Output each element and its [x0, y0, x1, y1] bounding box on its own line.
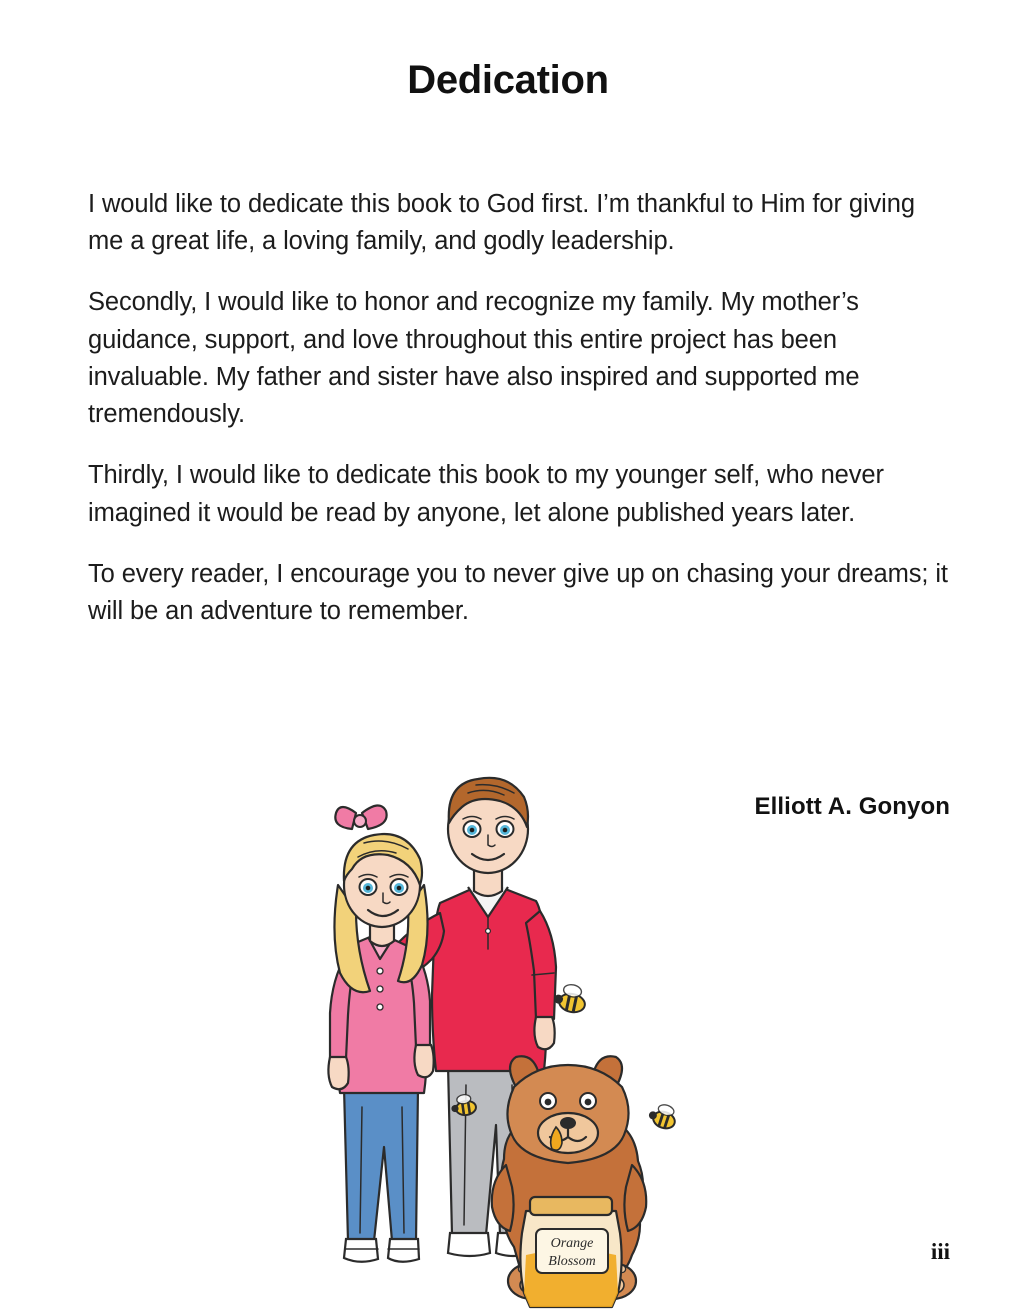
page-number: iii	[930, 1239, 950, 1264]
paragraph: I would like to dedicate this book to God first. I’m thankful to Him for giving me a great life, a loving family, and godly leadership.	[88, 190, 915, 256]
paragraph: Thirdly, I would like to dedicate this book to my younger self, who never imagined it would be read by anyone, let alone published years later.	[88, 461, 884, 527]
page-title: Dedication	[407, 58, 609, 102]
family-with-bear-illustration	[300, 735, 730, 1310]
honey-jar-label-line1: Orange	[550, 1236, 594, 1251]
dedication-body	[88, 186, 948, 630]
paragraph: Secondly, I would like to honor and recognize my family. My mother’s guidance, support, and love throughout this entire project has been invaluable. My father and sister have also inspired and supported me tremendously.	[88, 288, 860, 429]
paragraph: To every reader, I encourage you to never give up on chasing your dreams; it will be an adventure to remember.	[88, 559, 948, 625]
honey-jar-label-line2: Blossom	[548, 1254, 596, 1269]
author-signature: Elliott A. Gonyon	[754, 793, 950, 820]
honey-jar	[520, 1197, 621, 1307]
